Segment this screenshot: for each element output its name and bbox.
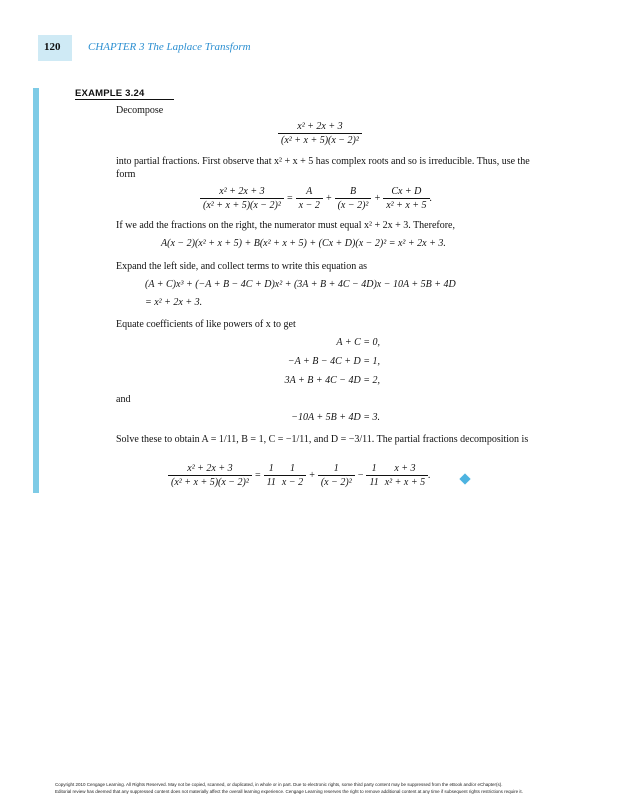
fraction-denominator: x² + x + 5 bbox=[383, 198, 429, 211]
fraction-denominator: (x² + x + 5)(x − 2)² bbox=[200, 198, 284, 211]
fraction-numerator: B bbox=[349, 186, 357, 197]
numerator-equation: A(x − 2)(x² + x + 5) + B(x² + x + 5) + (Cx + D)(x − 2)² = x² + 2x + 3. bbox=[161, 238, 446, 249]
plus-sign: + bbox=[308, 469, 316, 481]
equals-sign: = bbox=[254, 469, 262, 481]
fraction-denominator: 11 bbox=[264, 475, 279, 488]
paragraph-equate: Equate coefficients of like powers of x to get bbox=[116, 319, 296, 330]
fraction-numerator: 1 bbox=[268, 463, 274, 474]
example-accent-bar bbox=[33, 88, 39, 493]
fraction-numerator: 1 bbox=[333, 463, 339, 474]
and-text: and bbox=[116, 394, 131, 405]
fraction-numerator: x + 3 bbox=[394, 463, 416, 474]
minus-sign: − bbox=[357, 469, 364, 481]
system-equation-1: A + C = 0, bbox=[336, 337, 380, 348]
fraction-numerator: A bbox=[306, 186, 313, 197]
decompose-fraction bbox=[278, 121, 362, 146]
partial-fraction-form: $\frac{\text{x² + 2x + 3}}{\text{(x² + x + 5)(x − 2)²}}$ = $\frac{A}{x - 2}$ + $\frac{B}{\text{(x − 2)²}}$ + $\frac{Cx + D}{\text{x² + x + 5}}$ . bbox=[200, 186, 432, 211]
fraction-denominator: (x² + x + 5)(x − 2)² bbox=[168, 475, 252, 488]
expanded-equation-line1: (A + C)x³ + (−A + B − 4C + D)x² + (3A + B + 4C − 4D)x − 10A + 5B + 4D bbox=[145, 279, 456, 290]
fraction-numerator: x² + 2x + 3 bbox=[297, 121, 343, 132]
plus-sign: + bbox=[325, 192, 333, 204]
chapter-title: CHAPTER 3 The Laplace Transform bbox=[88, 41, 251, 53]
fraction-denominator: (x − 2)² bbox=[335, 198, 372, 211]
fraction-denominator: 11 bbox=[366, 475, 381, 488]
fraction-denominator: (x − 2)² bbox=[318, 475, 355, 488]
paragraph-solve: Solve these to obtain A = 1/11, B = 1, C = −1/11, and D = −3/11. The partial fractions decomposition is bbox=[116, 434, 529, 445]
page-number: 120 bbox=[44, 41, 61, 53]
copyright-line-1: Copyright 2010 Cengage Learning. All Rights Reserved. May not be copied, scanned, or duplicated, in whole or in part. Due to electronic rights, some third party content may be suppressed from the eBook and/or eChapter(s). bbox=[55, 782, 503, 787]
fraction-denominator: x² + x + 5 bbox=[382, 475, 428, 488]
fraction-numerator: x² + 2x + 3 bbox=[187, 463, 233, 474]
system-equation-3: 3A + B + 4C − 4D = 2, bbox=[284, 375, 380, 386]
fraction-denominator: x − 2 bbox=[279, 475, 306, 488]
decompose-text: Decompose bbox=[116, 105, 164, 116]
example-title: EXAMPLE 3.24 bbox=[75, 88, 145, 99]
end-of-example-diamond-icon bbox=[459, 473, 470, 484]
fraction-denominator: (x² + x + 5)(x − 2)² bbox=[278, 133, 362, 146]
equals-sign: = bbox=[286, 192, 294, 204]
fraction-denominator: x − 2 bbox=[296, 198, 323, 211]
fraction-numerator: 1 bbox=[290, 463, 295, 474]
expanded-equation-line2: = x² + 2x + 3. bbox=[145, 297, 203, 308]
plus-sign: + bbox=[373, 192, 381, 204]
paragraph-expand: Expand the left side, and collect terms to write this equation as bbox=[116, 261, 368, 272]
paragraph-intro: into partial fractions. First observe that x² + x + 5 has complex roots and so is irreducible. Thus, use the form bbox=[116, 156, 530, 180]
paragraph-add-fractions: If we add the fractions on the right, the numerator must equal x² + 2x + 3. Therefore, bbox=[116, 220, 455, 231]
system-equation-2: −A + B − 4C + D = 1, bbox=[287, 356, 380, 367]
system-equation-4: −10A + 5B + 4D = 3. bbox=[291, 412, 380, 423]
example-title-rule bbox=[75, 99, 174, 100]
fraction-numerator: Cx + D bbox=[391, 186, 422, 197]
fraction-numerator: x² + 2x + 3 bbox=[219, 186, 265, 197]
decomposition-result: $\frac{\text{x² + 2x + 3}}{\text{(x² + x + 5)(x − 2)²}}$ = $\frac{1}{11}$ $\frac{1}{x - 2}$ + $\frac{1}{\text{(x − 2)²}}$ − $\frac{1}{11}$ $\frac{x + 3}{\text{x² + x + 5}}$ . bbox=[168, 463, 431, 488]
copyright-line-2: Editorial review has deemed that any suppressed content does not materially affect the overall learning experience. Cengage Learning reserves the right to remove additional content at any time if subsequent rights restrictions require it. bbox=[55, 789, 523, 794]
fraction-numerator: 1 bbox=[371, 463, 377, 474]
